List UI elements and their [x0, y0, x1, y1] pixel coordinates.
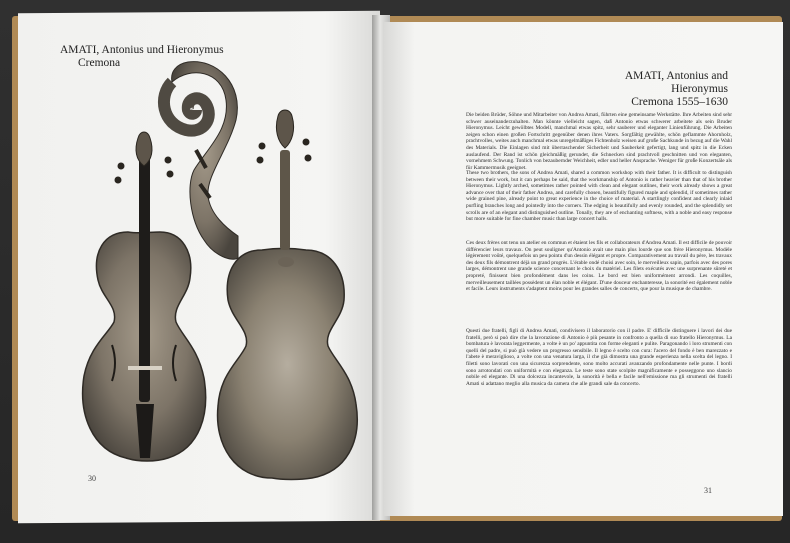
right-page-number: 31 — [704, 486, 712, 495]
right-title-line2: Cremona 1555–1630 — [631, 96, 728, 108]
violin-back-view — [218, 110, 358, 480]
left-page-number: 30 — [88, 474, 96, 483]
violin-front-view — [83, 132, 206, 461]
paragraph-german: Die beiden Brüder, Söhne und Mitarbeiter von Andrea Amati, führten eine gemeinsame Werkstätte. Ihre Arbeiten sind sehr schwer auseinanderzuhalten. Man könnte vielleicht sagen, daß Antonio etwas schwerer arbeitete als sein Bruder Hieronymus. Leicht gewölbtes Modell, manchmal etwas spitz, sehr sauberer und eleganter Linienführung. Die Arbeiten zeigen schon einen großen Fortschritt gegenüber denen ihres Vaters. Sorgfältig gewählte, schön geflammte Ahornholz, prachtvolles, weites auch manchmal etwas unregelmäßiges Fichtenholz weisen auf große Sachkunde in bezug auf die Wahl des Materials. Die Einlagen sind mit überraschender Sicherheit und Sauberkeit gefertigt, lang und spitz in die Ecken auslaufend. Der Rand ist schön gleichmäßig gerundet, die Schnecken sind prachtvoll geschnitten und von eleganten, vornehmem Schwung. Tonlich von bezaubernder Weichheit, edler und heller Ansprache. Weniger für große Konzertsäle als für Kammermusik geeignet. — [466, 112, 732, 171]
left-title-line1: AMATI, Antonius und Hieronymus — [60, 44, 224, 56]
paragraph-french: Ces deux frères ont tenu un atelier en commun et étaient les fils et collaborateurs d'Andrea Amati. Il est difficile de pouvoir différencier leurs travaux. On peut souligner qu'Antonio avait une main plus lourde que son frère Hieronymus. Modèle légèrement voûté, quelquefois un peu pointu d'un dessin élégant et propre. Comparativement au travail du père, les travaux des deux fils démontrent déjà un grand progrès. L'érable ondé choisi avec soin, le merveilleux sapin, parfois avec des pores larges, démontrent une grande science concernant le choix du matériel. Les filets exécutés avec une surprenante sûreté et propreté, finissent bien profondément dans les coins. Le bord est bien uniformément arrondi. Les coquilles, merveilleusement taillées possèdent un élan noble et élégant. D'une douceur enchanteresse, la sonorité est également noble et facile. Leurs instruments s'adaptent moins pour les grandes salles de concerts, que pour la musique de chambre. — [466, 240, 732, 293]
violin-scroll-detail — [164, 62, 238, 260]
paragraph-italian: Questi due fratelli, figli di Andrea Amati, condivisero il laboratorio con il padre. E' difficile distinguere i lavori dei due fratelli, però si può dire che la lavorazione di Antonio è più pesante in confronto a quella di suo fratello Hieronymus. La bombatura è lavorata leggermente, a volte è un po' appuntita con forme eleganti e pulite. Paragonando i loro strumenti con quelli del padre, si può già vedere un progresso sensibile. Il legno è scelto con cura: l'acero del fondo è ben marezzato e l'abete è meraviglioso, a volte con una venatura larga, il che già dimostra una grande esperienza nella scelta del legno. I filetti sono lavorati con una sicurezza sorprendente, sono molto accurati avanzando profondamente nelle punte. I bordi sono arrotondati con uniformità e con eleganza. Le teste sono state scolpite magnificamente e posseggono uno slancio nobile ed elegante. Di una dolcezza incantevole, la sonorità è bella e facile nell'emissione ma gli strumenti dei fratelli Amati si adattano meglio alla musica da camera che alle grandi sale da concerto. — [466, 328, 732, 387]
left-title-line2: Cremona — [78, 57, 121, 69]
paragraph-english: These two brothers, the sons of Andrea Amati, shared a common workshop with their father. It is difficult to distinguish between their work, but it can perhaps be said, that the workmanship of Antonio is rather heavier than that of his brother Hieronymus. Lightly arched, sometimes rather pointed with clean and elegant outlines, their work already shows a great advance over that of their father Andrea, and carefully chosen, beautifully figured maple and splendid, if sometimes rather wide grained pine, already point to great experience in the choice of material. A startlingly confident and clearly inlaid purfling branches long and pointedly into the corners. The edging is beautifully and evenly rounded, and the splendidly set scrolls are of an elegant and distinguished outline. Tonally, they are of enchanting softness, with a noble and easy response but more suitable for fine chamber music than large concert halls. — [466, 170, 732, 223]
right-page-title — [596, 70, 728, 109]
right-title-line1: AMATI, Antonius and Hieronymus — [624, 70, 728, 95]
